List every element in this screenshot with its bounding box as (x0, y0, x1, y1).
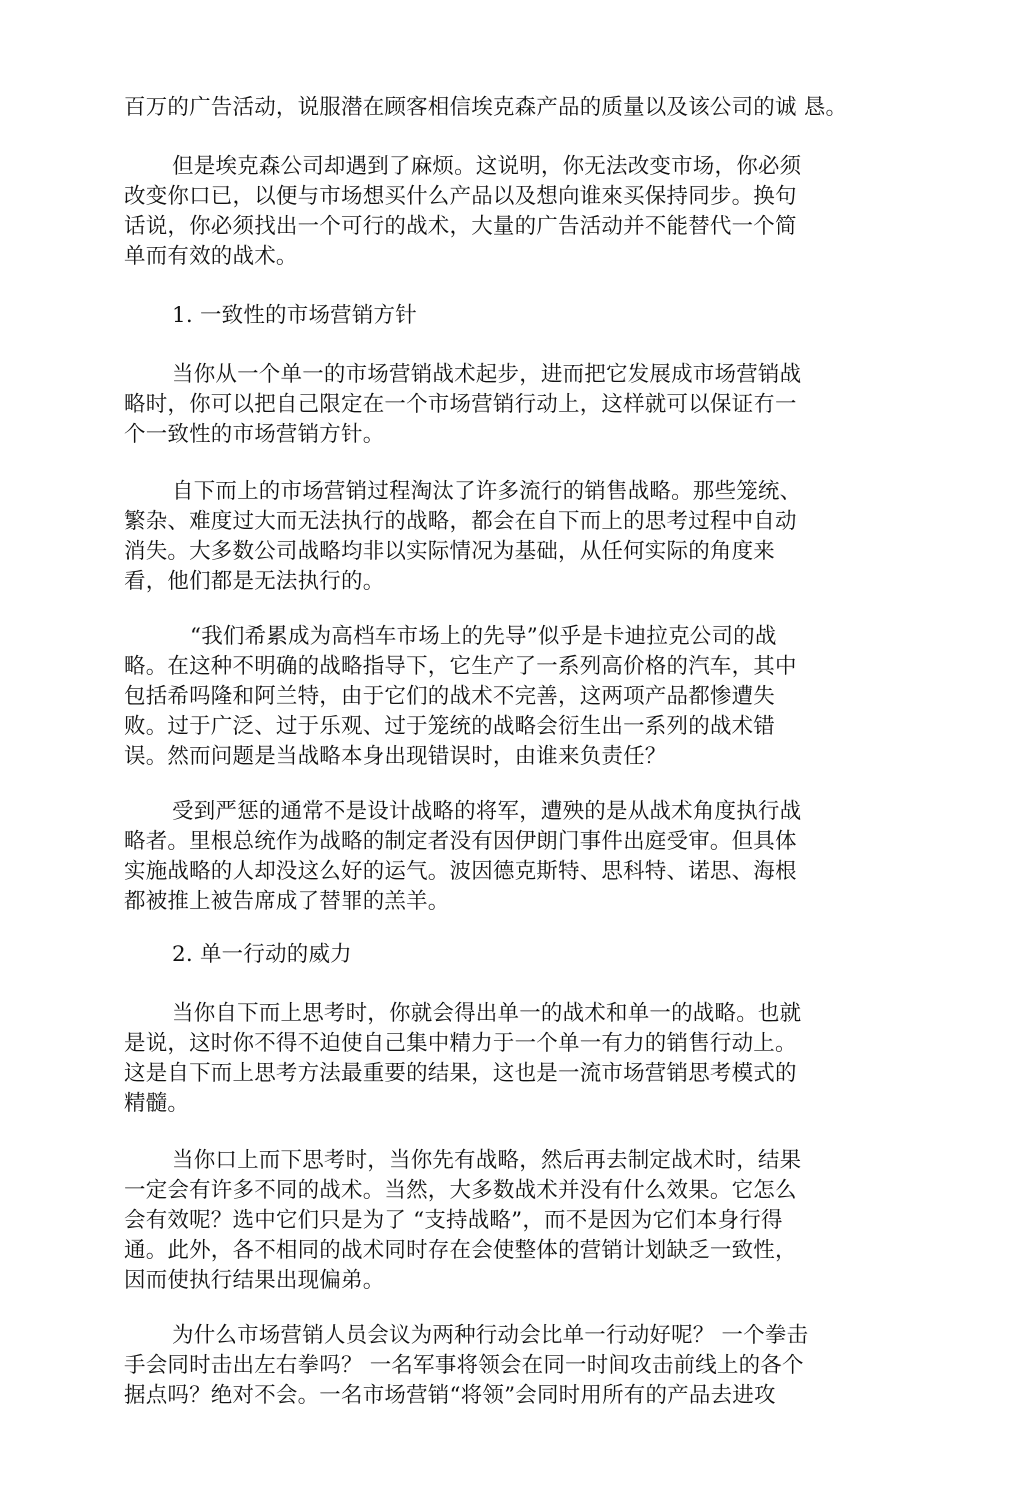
text-line: 为什么市场营销人员会议为两种行动会比单一行动好呢？ 一个拳击 (172, 1323, 809, 1348)
section-heading: 2. 单一行动的威力 (172, 942, 352, 967)
text-line: 包括希吗隆和阿兰特，由于它们的战术不完善，这两项产品都惨遭失 (124, 684, 776, 709)
text-line: “我们希累成为高档车市场上的先导”似乎是卡迪拉克公司的战 (190, 624, 777, 649)
text-line: 当你口上而下思考时，当你先有战略，然后再去制定战术时，结果 (172, 1148, 802, 1173)
text-line: 百万的广告活动，说服潜在顾客相信埃克森产品的质量以及该公司的诚 恳。 (124, 95, 848, 120)
text-line: 一定会有许多不同的战术。当然，大多数战术并没有什么效果。它怎么 (124, 1178, 797, 1203)
text-line: 受到严惩的通常不是设计战略的将军，遭殃的是从战术角度执行战 (172, 799, 802, 824)
text-line: 话说，你必须找出一个可行的战术，大量的广告活动并不能替代一个简 (124, 214, 797, 239)
text-line: 略。在这种不明确的战略指导下，它生产了一系列高价格的汽车，其中 (124, 654, 797, 679)
text-line: 改变你口已，以便与市场想买什么产品以及想向谁來买保持同步。换句 (124, 184, 797, 209)
text-line: 会有效呢？选中它们只是为了 “支持战略”，而不是因为它们本身行得 (124, 1208, 783, 1233)
text-line: 手会同时击出左右拳吗？ 一名军事将领会在同一时间攻击前线上的各个 (124, 1353, 804, 1378)
text-line: 当你从一个单一的市场营销战术起步，进而把它发展成市场营销战 (172, 362, 802, 387)
text-line: 通。此外，各不相同的战术同时存在会使整体的营销计划缺乏一致性， (124, 1238, 797, 1263)
text-line: 繁杂、难度过大而无法执行的战略，都会在自下而上的思考过程中自动 (124, 509, 797, 534)
section-heading: 1. 一致性的市场营销方针 (172, 303, 417, 328)
text-line: 因而使执行结果出现偏弟。 (124, 1268, 385, 1293)
text-line: 略时，你可以把自己限定在一个市场营销行动上，这样就可以保证冇一 (124, 392, 797, 417)
text-line: 略者。里根总统作为战略的制定者没有因伊朗门事件出庭受审。但具体 (124, 829, 797, 854)
text-line: 据点吗？绝对不会。一名市场营销“将领”会同时用所有的产品去进攻 (124, 1383, 776, 1408)
text-line: 是说，这时你不得不迫使自己集中精力于一个单一有力的销售行动上。 (124, 1031, 797, 1056)
text-line: 误。然而问题是当战略本身出现错误时，由谁来负责任？ (124, 744, 667, 769)
text-line: 败。过于广泛、过于乐观、过于笼统的战略会衍生出一系列的战术错 (124, 714, 776, 739)
text-line: 实施战略的人却没这么好的运气。波因德克斯特、思科特、诺思、海根 (124, 859, 797, 884)
text-line: 自下而上的市场营销过程淘汰了许多流行的销售战略。那些笼统、 (172, 479, 802, 504)
text-line: 个一致性的市场营销方针。 (124, 422, 385, 447)
text-line: 看，他们都是无法执行的。 (124, 569, 385, 594)
text-line: 单而有效的战术。 (124, 244, 298, 269)
text-line: 都被推上被告席成了替罪的羔羊。 (124, 889, 450, 914)
text-line: 但是埃克森公司却遇到了麻烦。这说明，你无法改变市场，你必须 (172, 154, 802, 179)
text-line: 当你自下而上思考时，你就会得出单一的战术和单一的战略。也就 (172, 1001, 802, 1026)
text-line: 消失。大多数公司战略均非以实际情况为基础，从任何实际的角度来 (124, 539, 776, 564)
text-line: 精髓。 (124, 1091, 190, 1116)
text-line: 这是自下而上思考方法最重要的结果，这也是一流市场营销思考模式的 (124, 1061, 797, 1086)
